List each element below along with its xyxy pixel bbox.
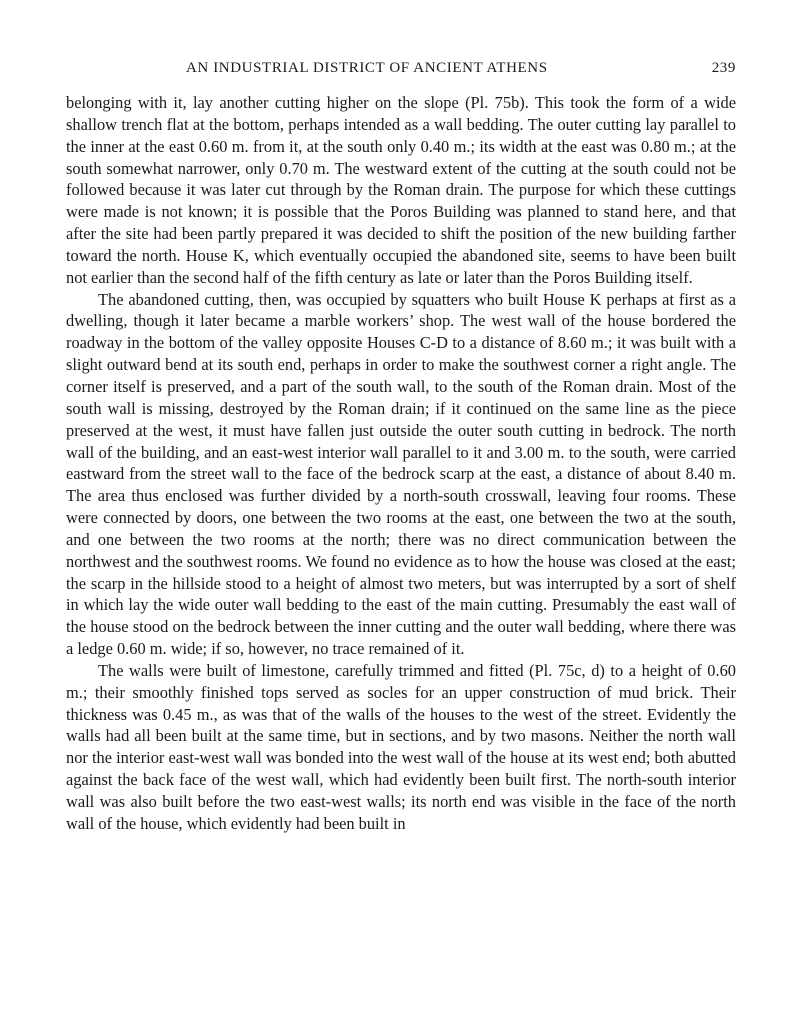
page-number: 239 <box>711 60 736 76</box>
paragraph-continued: belonging with it, lay another cutting higher on the slope (Pl. 75b). This took the form of a wide shallow trench flat at the bottom, perhaps intended as a wall bedding. The outer cutting lay parallel to the inner at the east 0.60 m. from it, at the south only 0.40 m.; its width at the east was 0.80 m.; at the south somewhat narrower, only 0.70 m. The westward extent of the cutting at the south could not be followed because it was later cut through by the Roman drain. The purpose for which these cuttings were made is not known; it is possible that the Poros Building was planned to stand here, and that after the site had been partly prepared it was decided to shift the position of the new building farther toward the north. House K, which eventually occupied the abandoned site, seems to have been built not earlier than the second half of the fifth century as late or later than the Poros Building itself. <box>66 93 736 287</box>
running-head <box>66 60 736 80</box>
paragraph-walls: The walls were built of limestone, carefully trimmed and fitted (Pl. 75c, d) to a height of 0.60 m.; their smoothly finished tops served as socles for an upper construction of mud brick. Their thickness was 0.45 m., as was that of the walls of the houses to the west of the street. Evidently the walls had all been built at the same time, but in sections, and by two masons. Neither the north wall nor the interior east-west wall was bonded into the west wall of the house at its west end; both abutted against the back face of the west wall, which had evidently been built first. The north-south interior wall was also built before the two east-west walls; its north end was visible in the face of the north wall of the house, which evidently had been built in <box>66 660 736 833</box>
body-text <box>66 92 736 835</box>
paragraph-house-k: The abandoned cutting, then, was occupied by squatters who built House K perhaps at first as a dwelling, though it later became a marble workers’ shop. The west wall of the house bordered the roadway in the bottom of the valley opposite Houses C-D to a distance of 8.60 m.; it was built with a slight outward bend at its south end, perhaps in order to make the southwest corner a right angle. The corner itself is preserved, and a part of the south wall, to the south of the Roman drain. Most of the south wall is missing, destroyed by the Roman drain; if it continued on the same line as the piece preserved at the west, it must have fallen just outside the outer south cutting in bedrock. The north wall of the building, and an east-west interior wall parallel to it and 3.00 m. to the south, were carried eastward from the street wall to the face of the bedrock scarp at the east, a distance of about 8.40 m. The area thus enclosed was further divided by a north-south crosswall, leaving four rooms. These were connected by doors, one between the two rooms at the east, one between the two at the south, and one between the two rooms at the north; there was no direct communication between the northwest and the southwest rooms. We found no evidence as to how the house was closed at the east; the scarp in the hillside stood to a height of almost two meters, but was interrupted by a sort of shelf in which lay the wide outer wall bedding to the east of the main cutting. Presumably the east wall of the house stood on the bedrock between the inner cutting and the outer wall bedding, where there was a ledge 0.60 m. wide; if so, however, no trace remained of it. <box>66 289 736 659</box>
running-title: AN INDUSTRIAL DISTRICT OF ANCIENT ATHENS <box>186 60 548 76</box>
